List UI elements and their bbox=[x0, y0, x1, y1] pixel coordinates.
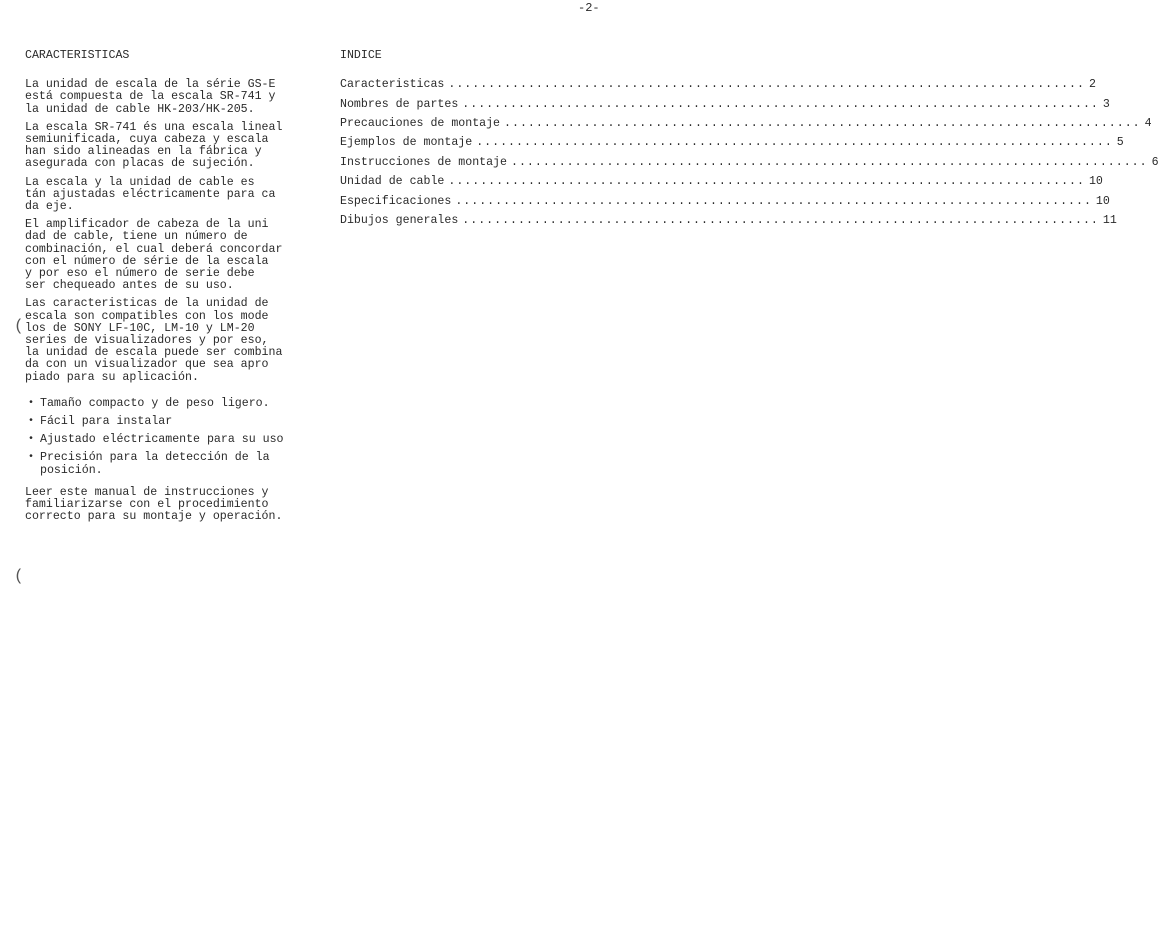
index-section bbox=[340, 49, 1159, 234]
text-line: dad de cable, tiene un número de bbox=[25, 230, 248, 244]
toc-leader: ................................................................................ bbox=[504, 116, 1141, 130]
feature-item bbox=[25, 398, 325, 410]
text-line: Leer este manual de instrucciones y bbox=[25, 485, 269, 499]
text-line: correcto para su montaje y operación. bbox=[25, 510, 283, 524]
margin-mark: ( bbox=[14, 567, 24, 585]
text-line: familiarizarse con el procedimiento bbox=[25, 498, 269, 512]
toc-title: Dibujos generales bbox=[340, 213, 459, 227]
characteristics-heading: CARACTERISTICAS bbox=[25, 49, 130, 62]
text-line: Precisión para la detección de la bbox=[40, 451, 270, 465]
text-line: Las caracteristicas de la unidad de bbox=[25, 297, 269, 311]
bullet-icon: • bbox=[28, 416, 35, 428]
text-line: han sido alineadas en la fábrica y bbox=[25, 145, 262, 159]
toc-entry bbox=[340, 155, 1159, 176]
bullet-icon: • bbox=[28, 452, 35, 464]
toc-page-number: 4 bbox=[1144, 116, 1152, 130]
toc-page-number: 3 bbox=[1102, 97, 1110, 111]
toc-entry bbox=[340, 194, 1110, 215]
toc-title: Nombres de partes bbox=[340, 97, 459, 111]
toc-leader: ................................................................................ bbox=[448, 175, 1085, 189]
text-line: La escala SR-741 és una escala lineal bbox=[25, 120, 283, 134]
toc-page-number: 11 bbox=[1102, 213, 1117, 227]
toc-leader: ................................................................................ bbox=[462, 97, 1099, 111]
text-line: semiunificada, cuya cabeza y escala bbox=[25, 133, 269, 147]
text-line: Tamaño compacto y de peso ligero. bbox=[40, 396, 270, 410]
paragraph bbox=[25, 219, 325, 292]
feature-item bbox=[25, 434, 325, 446]
toc-title: Instrucciones de montaje bbox=[340, 155, 507, 169]
feature-list bbox=[25, 398, 325, 477]
text-line: da con un visualizador que sea apro bbox=[25, 358, 269, 372]
text-line: los de SONY LF-10C, LM-10 y LM-20 bbox=[25, 321, 255, 335]
toc-page-number: 10 bbox=[1088, 175, 1103, 189]
text-line: combinación, el cual deberá concordar bbox=[25, 242, 283, 256]
text-line: tán ajustadas eléctricamente para ca bbox=[25, 187, 276, 201]
text-line: posición. bbox=[40, 463, 103, 477]
toc-page-number: 6 bbox=[1151, 155, 1159, 169]
text-line: asegurada con placas de sujeción. bbox=[25, 157, 255, 171]
table-of-contents bbox=[340, 78, 1159, 234]
text-line: series de visualizadores y por eso, bbox=[25, 334, 269, 348]
text-line: con el número de série de la escala bbox=[25, 254, 269, 268]
toc-title: Unidad de cable bbox=[340, 175, 445, 189]
toc-title: Caracteristicas bbox=[340, 78, 445, 92]
text-line: La unidad de escala de la série GS-E bbox=[25, 78, 276, 92]
toc-entry bbox=[340, 78, 1096, 98]
toc-entry bbox=[340, 175, 1103, 195]
margin-mark: ( bbox=[14, 317, 24, 335]
bullet-icon: • bbox=[28, 434, 35, 446]
bullet-icon: • bbox=[28, 397, 35, 409]
text-line: ser chequeado antes de su uso. bbox=[25, 279, 234, 293]
index-heading: INDICE bbox=[340, 49, 382, 62]
toc-entry bbox=[340, 136, 1124, 156]
text-line: la unidad de escala puede ser combina bbox=[25, 346, 283, 360]
text-line: Fácil para instalar bbox=[40, 415, 173, 429]
toc-leader: ................................................................................ bbox=[476, 136, 1113, 150]
toc-page-number: 5 bbox=[1116, 136, 1124, 150]
toc-title: Precauciones de montaje bbox=[340, 116, 501, 130]
toc-entry bbox=[340, 116, 1152, 137]
text-line: la unidad de cable HK-203/HK-205. bbox=[25, 102, 255, 116]
text-line: piado para su aplicación. bbox=[25, 370, 199, 384]
feature-item bbox=[25, 416, 325, 428]
characteristics-section bbox=[25, 50, 325, 530]
text-line: Ajustado eléctricamente para su uso bbox=[40, 433, 284, 447]
paragraph bbox=[25, 79, 325, 116]
text-line: escala son compatibles con los mode bbox=[25, 309, 269, 323]
paragraph bbox=[25, 298, 325, 383]
toc-title: Especificaciones bbox=[340, 194, 452, 208]
toc-leader: ................................................................................ bbox=[462, 213, 1099, 227]
toc-leader: ................................................................................ bbox=[455, 194, 1092, 208]
toc-leader: ................................................................................ bbox=[448, 78, 1085, 92]
characteristics-body bbox=[25, 79, 325, 384]
toc-title: Ejemplos de montaje bbox=[340, 136, 473, 150]
text-line: El amplificador de cabeza de la uni bbox=[25, 218, 269, 232]
page-number: -2- bbox=[578, 1, 600, 15]
text-line: y por eso el número de serie debe bbox=[25, 267, 255, 281]
paragraph bbox=[25, 122, 325, 171]
toc-entry bbox=[340, 213, 1117, 234]
closing-paragraph bbox=[25, 487, 325, 524]
feature-item bbox=[25, 452, 325, 476]
toc-page-number: 2 bbox=[1088, 78, 1096, 92]
toc-page-number: 10 bbox=[1095, 194, 1110, 208]
paragraph bbox=[25, 177, 325, 214]
text-line: da eje. bbox=[25, 200, 74, 214]
toc-leader: ................................................................................ bbox=[510, 155, 1148, 169]
toc-entry bbox=[340, 97, 1110, 118]
text-line: está compuesta de la escala SR-741 y bbox=[25, 90, 276, 104]
text-line: La escala y la unidad de cable es bbox=[25, 175, 255, 189]
